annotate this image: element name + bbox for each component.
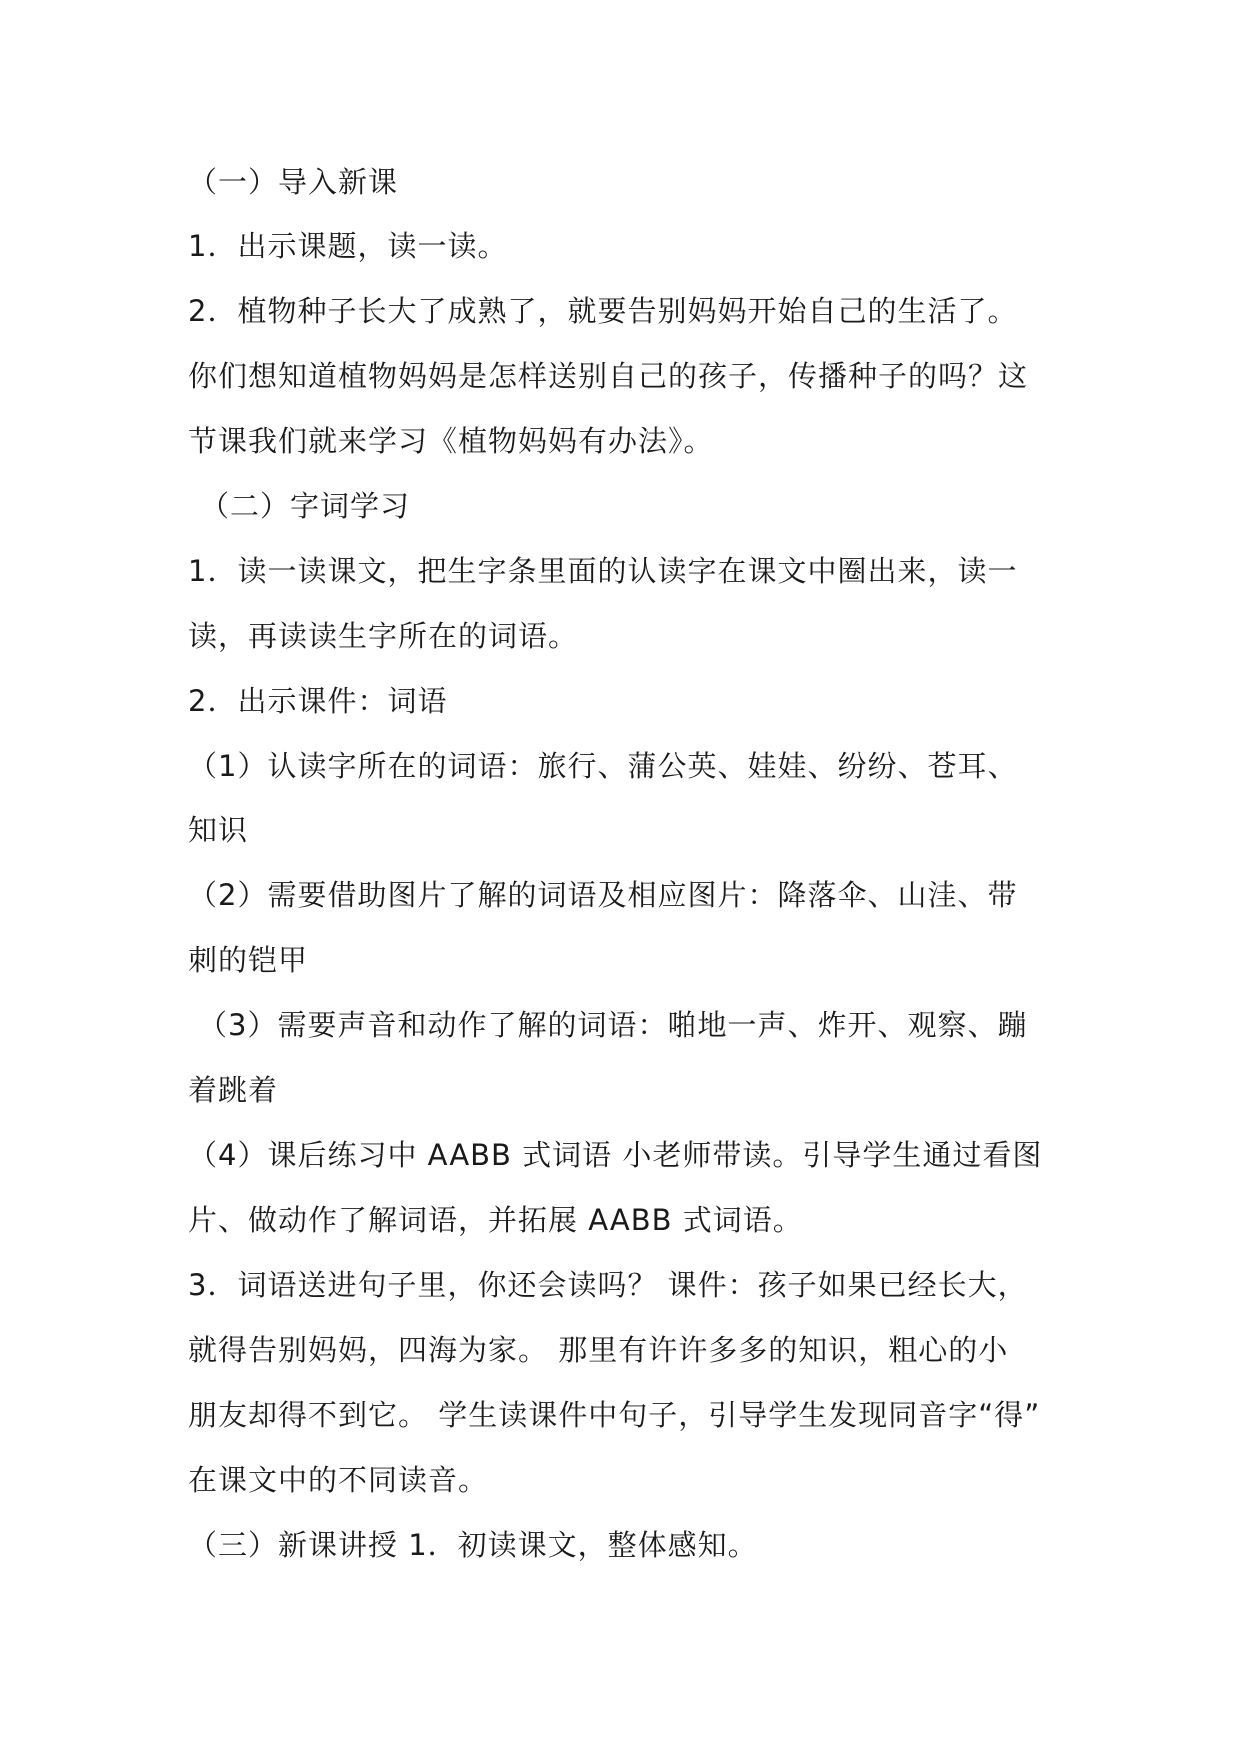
section-heading-vocabulary: （二）字词学习 <box>200 489 411 523</box>
paragraph-line: 节课我们就来学习《植物妈妈有办法》。 <box>188 424 714 458</box>
paragraph-line: （4）课后练习中 AABB 式词语 小老师带读。引导学生通过看图 <box>188 1138 1043 1172</box>
paragraph-line: 2．出示课件：词语 <box>188 684 448 718</box>
section-heading-new-lesson: （三）新课讲授 1．初读课文，整体感知。 <box>188 1528 758 1562</box>
paragraph-line: 3．词语送进句子里，你还会读吗？ 课件：孩子如果已经长大， <box>188 1268 1028 1302</box>
paragraph-line: 知识 <box>188 813 249 847</box>
paragraph-line: 片、做动作了解词语，并拓展 AABB 式词语。 <box>188 1203 803 1237</box>
paragraph-line: 就得告别妈妈，四海为家。 那里有许许多多的知识，粗心的小 <box>188 1333 1009 1367</box>
paragraph-line: 着跳着 <box>188 1073 279 1107</box>
paragraph-line: （1）认读字所在的词语：旅行、蒲公英、娃娃、纷纷、苍耳、 <box>188 749 1018 783</box>
paragraph-line: 读，再读读生字所在的词语。 <box>188 619 579 653</box>
paragraph-line: 朋友却得不到它。 学生读课件中句子，引导学生发现同音字“得” <box>188 1398 1041 1432</box>
section-heading-intro: （一）导入新课 <box>188 165 399 199</box>
paragraph-line: 刺的铠甲 <box>188 943 309 977</box>
paragraph-line: （2）需要借助图片了解的词语及相应图片：降落伞、山洼、带 <box>188 878 1018 912</box>
paragraph-line: 1．出示课题，读一读。 <box>188 229 508 263</box>
paragraph-line: （3）需要声音和动作了解的词语：啪地一声、炸开、观察、蹦 <box>198 1008 1028 1042</box>
paragraph-line: 2．植物种子长大了成熟了，就要告别妈妈开始自己的生活了。 <box>188 294 1018 328</box>
paragraph-line: 在课文中的不同读音。 <box>188 1463 489 1497</box>
paragraph-line: 1．读一读课文，把生字条里面的认读字在课文中圈出来，读一 <box>188 554 1018 588</box>
paragraph-line: 你们想知道植物妈妈是怎样送别自己的孩子，传播种子的吗？这 <box>188 359 1029 393</box>
